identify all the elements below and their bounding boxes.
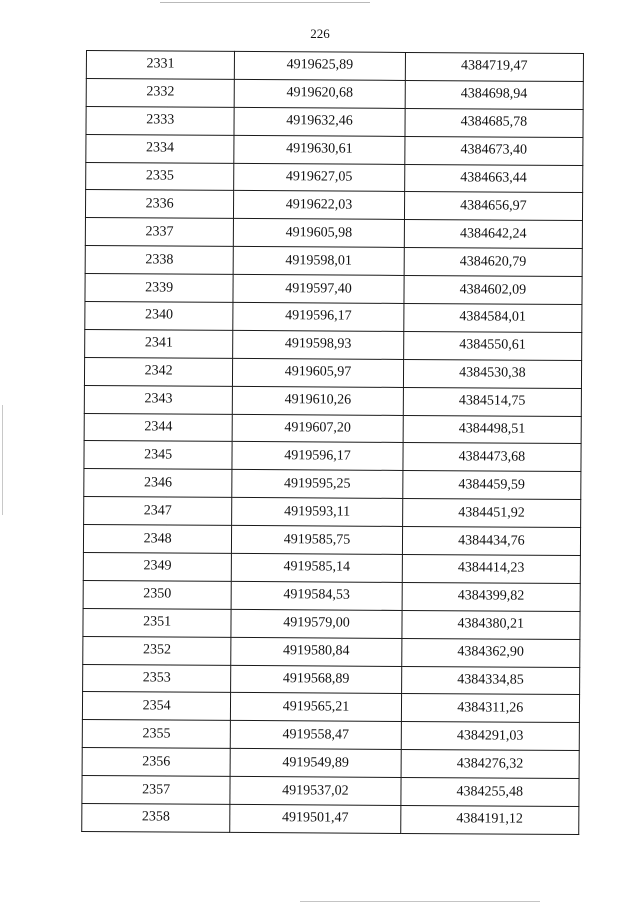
- y-coordinate-cell: 4384276,32: [401, 750, 580, 779]
- table-row: [84, 469, 581, 500]
- table-row: [86, 78, 583, 109]
- x-coordinate-cell: 4919605,97: [233, 358, 404, 387]
- y-coordinate-cell: 4384459,59: [402, 471, 581, 500]
- scan-artifact-top-line: [160, 2, 370, 3]
- table-row: [84, 441, 581, 472]
- table-row: [84, 357, 581, 388]
- point-number-cell: 2346: [84, 469, 232, 498]
- x-coordinate-cell: 4919596,17: [232, 442, 403, 471]
- x-coordinate-cell: 4919610,26: [233, 386, 404, 415]
- table-row: [85, 190, 582, 221]
- point-number-cell: 2341: [85, 329, 233, 358]
- table-row: [83, 608, 580, 639]
- point-number-cell: 2353: [83, 664, 231, 693]
- table-row: [86, 106, 583, 137]
- x-coordinate-cell: 4919625,89: [235, 51, 406, 80]
- coordinates-table-body: [82, 51, 584, 835]
- y-coordinate-cell: 4384698,94: [405, 80, 584, 109]
- table-row: [83, 580, 580, 611]
- x-coordinate-cell: 4919627,05: [234, 163, 405, 192]
- x-coordinate-cell: 4919558,47: [231, 721, 402, 750]
- point-number-cell: 2349: [83, 553, 231, 582]
- x-coordinate-cell: 4919549,89: [230, 749, 401, 778]
- x-coordinate-cell: 4919565,21: [231, 693, 402, 722]
- table-row: [86, 162, 583, 193]
- table-row: [82, 692, 579, 723]
- table-row: [82, 804, 579, 835]
- x-coordinate-cell: 4919585,14: [232, 553, 403, 582]
- point-number-cell: 2348: [83, 525, 231, 554]
- point-number-cell: 2340: [85, 302, 233, 331]
- y-coordinate-cell: 4384514,75: [403, 387, 582, 416]
- y-coordinate-cell: 4384255,48: [401, 778, 580, 807]
- y-coordinate-cell: 4384362,90: [401, 638, 580, 667]
- y-coordinate-cell: 4384399,82: [402, 582, 581, 611]
- table-row: [83, 553, 580, 584]
- point-number-cell: 2358: [82, 804, 230, 833]
- scan-artifact-bottom-line: [300, 901, 540, 902]
- point-number-cell: 2337: [85, 218, 233, 247]
- x-coordinate-cell: 4919593,11: [232, 498, 403, 527]
- x-coordinate-cell: 4919598,93: [233, 330, 404, 359]
- y-coordinate-cell: 4384673,40: [404, 136, 583, 165]
- point-number-cell: 2336: [85, 190, 233, 219]
- table-row: [82, 720, 579, 751]
- y-coordinate-cell: 4384414,23: [402, 554, 581, 583]
- y-coordinate-cell: 4384550,61: [403, 331, 582, 360]
- x-coordinate-cell: 4919597,40: [233, 275, 404, 304]
- point-number-cell: 2335: [86, 162, 234, 191]
- point-number-cell: 2345: [84, 441, 232, 470]
- table-row: [83, 636, 580, 667]
- scan-artifact-left-line: [2, 405, 3, 515]
- x-coordinate-cell: 4919607,20: [232, 414, 403, 443]
- y-coordinate-cell: 4384642,24: [404, 220, 583, 249]
- y-coordinate-cell: 4384334,85: [401, 666, 580, 695]
- x-coordinate-cell: 4919622,03: [234, 191, 405, 220]
- y-coordinate-cell: 4384191,12: [400, 805, 579, 834]
- table-row: [85, 218, 582, 249]
- table-row: [82, 748, 579, 779]
- x-coordinate-cell: 4919598,01: [233, 247, 404, 276]
- y-coordinate-cell: 4384656,97: [404, 192, 583, 221]
- page-number: 226: [310, 26, 330, 41]
- point-number-cell: 2332: [86, 78, 234, 107]
- y-coordinate-cell: 4384602,09: [404, 276, 583, 305]
- y-coordinate-cell: 4384685,78: [405, 108, 584, 137]
- table-row: [85, 246, 582, 277]
- point-number-cell: 2343: [84, 385, 232, 414]
- y-coordinate-cell: 4384498,51: [403, 415, 582, 444]
- x-coordinate-cell: 4919584,53: [231, 581, 402, 610]
- table-row: [83, 525, 580, 556]
- x-coordinate-cell: 4919595,25: [232, 470, 403, 499]
- x-coordinate-cell: 4919580,84: [231, 637, 402, 666]
- point-number-cell: 2347: [84, 497, 232, 526]
- y-coordinate-cell: 4384530,38: [403, 359, 582, 388]
- y-coordinate-cell: 4384663,44: [404, 164, 583, 193]
- x-coordinate-cell: 4919630,61: [234, 135, 405, 164]
- point-number-cell: 2357: [82, 776, 230, 805]
- y-coordinate-cell: 4384291,03: [401, 722, 580, 751]
- y-coordinate-cell: 4384311,26: [401, 694, 580, 723]
- x-coordinate-cell: 4919579,00: [231, 609, 402, 638]
- x-coordinate-cell: 4919620,68: [234, 79, 405, 108]
- x-coordinate-cell: 4919585,75: [232, 526, 403, 555]
- point-number-cell: 2350: [83, 580, 231, 609]
- x-coordinate-cell: 4919568,89: [231, 665, 402, 694]
- table-row: [84, 413, 581, 444]
- table-row: [85, 329, 582, 360]
- y-coordinate-cell: 4384473,68: [403, 443, 582, 472]
- x-coordinate-cell: 4919501,47: [230, 804, 401, 833]
- point-number-cell: 2356: [82, 748, 230, 777]
- point-number-cell: 2339: [85, 274, 233, 303]
- table-row: [85, 274, 582, 305]
- point-number-cell: 2334: [86, 134, 234, 163]
- y-coordinate-cell: 4384451,92: [402, 499, 581, 528]
- table-row: [83, 664, 580, 695]
- table-row: [84, 497, 581, 528]
- x-coordinate-cell: 4919632,46: [234, 107, 405, 136]
- y-coordinate-cell: 4384620,79: [404, 248, 583, 277]
- point-number-cell: 2355: [82, 720, 230, 749]
- table-row: [82, 776, 579, 807]
- y-coordinate-cell: 4384434,76: [402, 527, 581, 556]
- point-number-cell: 2352: [83, 636, 231, 665]
- point-number-cell: 2354: [82, 692, 230, 721]
- x-coordinate-cell: 4919605,98: [234, 219, 405, 248]
- y-coordinate-cell: 4384584,01: [403, 303, 582, 332]
- coordinates-table: [81, 50, 584, 835]
- x-coordinate-cell: 4919596,17: [233, 302, 404, 331]
- y-coordinate-cell: 4384380,21: [402, 610, 581, 639]
- table-row: [85, 302, 582, 333]
- point-number-cell: 2342: [84, 357, 232, 386]
- table-row: [86, 134, 583, 165]
- y-coordinate-cell: 4384719,47: [405, 52, 584, 81]
- point-number-cell: 2333: [86, 106, 234, 135]
- x-coordinate-cell: 4919537,02: [230, 777, 401, 806]
- point-number-cell: 2331: [86, 51, 234, 80]
- point-number-cell: 2344: [84, 413, 232, 442]
- table-row: [86, 51, 583, 82]
- point-number-cell: 2351: [83, 608, 231, 637]
- table-row: [84, 385, 581, 416]
- point-number-cell: 2338: [85, 246, 233, 275]
